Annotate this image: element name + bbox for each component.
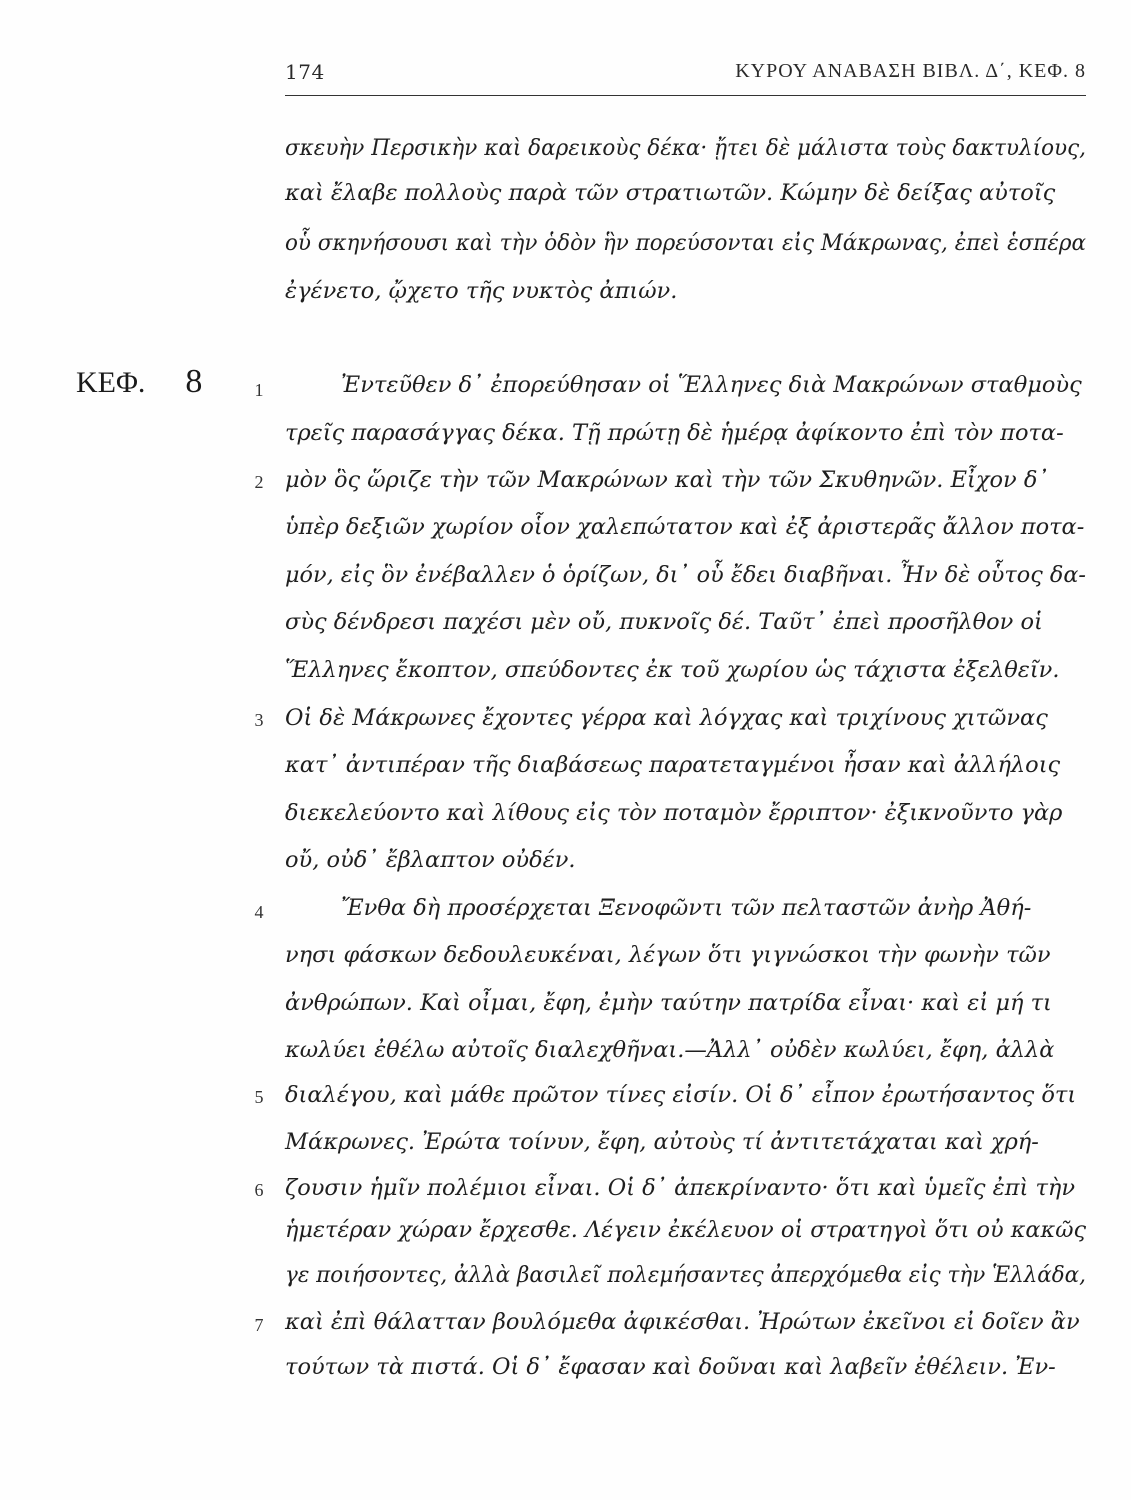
text-line: Μάκρωνες. Ἐρώτα τοίνυν, ἔφη, αὐτοὺς τί ἀντιτετάχαται καὶ χρή- [285,1129,1039,1155]
section-number: 1 [254,380,264,400]
section-number: 2 [254,472,264,492]
section-number: 3 [254,710,264,730]
text-line: Ἕλληνες ἔκοπτον, σπεύδοντες ἐκ τοῦ χωρίου ὡς τάχιστα ἐξελθεῖν. [285,657,1060,683]
section-number: 6 [254,1180,264,1200]
chapter-number: 8 [185,363,203,400]
text-line: διαλέγου, καὶ μάθε πρῶτον τίνες εἰσίν. Οἱ δ᾽ εἶπον ἐρωτήσαντος ὅτι [285,1082,1077,1108]
text-line: ὑπὲρ δεξιῶν χωρίον οἷον χαλεπώτατον καὶ ἐξ ἀριστερᾶς ἄλλον ποτα- [285,514,1085,540]
text-line: γε ποιήσοντες, ἀλλὰ βασιλεῖ πολεμήσαντες ἀπερχόμεθα εἰς τὴν Ἑλλάδα, [285,1262,1086,1288]
text-line: μόν, εἰς ὃν ἐνέβαλλεν ὁ ὁρίζων, δι᾽ οὗ ἔδει διαβῆναι. Ἦν δὲ οὗτος δα- [285,562,1086,588]
text-line: καὶ ἔλαβε πολλοὺς παρὰ τῶν στρατιωτῶν. Κώμην δὲ δείξας αὐτοῖς [285,180,1056,206]
text-line: σὺς δένδρεσι παχέσι μὲν οὔ, πυκνοῖς δέ. Ταῦτ᾽ ἐπεὶ προσῆλθον οἱ [285,609,1043,635]
text-line: ζουσιν ἡμῖν πολέμιοι εἶναι. Οἱ δ᾽ ἀπεκρίναντο· ὅτι καὶ ὑμεῖς ἐπὶ τὴν [285,1175,1076,1201]
section-number: 7 [254,1315,264,1335]
running-head [285,60,1086,96]
text-line: κωλύει ἐθέλω αὐτοῖς διαλεχθῆναι.—Ἀλλ᾽ οὐδὲν κωλύει, ἔφη, ἀλλὰ [285,1037,1055,1063]
text-line: μὸν ὃς ὥριζε τὴν τῶν Μακρώνων καὶ τὴν τῶν Σκυθηνῶν. Εἶχον δ᾽ [285,467,1049,493]
section-number: 5 [254,1087,264,1107]
text-line: διεκελεύοντο καὶ λίθους εἰς τὸν ποταμὸν ἔρριπτον· ἐξικνοῦντο γὰρ [285,800,1063,826]
header-rule [285,95,1086,96]
text-line: ἀνθρώπων. Καὶ οἶμαι, ἔφη, ἐμὴν ταύτην πατρίδα εἶναι· καὶ εἰ μή τι [285,990,1052,1016]
text-line: κατ᾽ ἀντιπέραν τῆς διαβάσεως παρατεταγμένοι ἦσαν καὶ ἀλλήλοις [285,752,1061,778]
text-line: ἡμετέραν χώραν ἔρχεσθε. Λέγειν ἐκέλευον οἱ στρατηγοὶ ὅτι οὐ κακῶς [285,1217,1086,1243]
text-line: Ἐντεῦθεν δ᾽ ἐπορεύθησαν οἱ Ἕλληνες διὰ Μακρώνων σταθμοὺς [341,372,1082,398]
chapter-heading [76,363,202,401]
running-title: ΚΥΡΟΥ ΑΝΑΒΑΣΗ ΒΙΒΛ. Δ΄, ΚΕΦ. 8 [735,60,1086,82]
section-number: 4 [254,902,264,922]
text-line: καὶ ἐπὶ θάλατταν βουλόμεθα ἀφικέσθαι. Ἠρώτων ἐκεῖνοι εἰ δοῖεν ἂν [285,1309,1080,1335]
page-number: 174 [285,60,325,84]
text-line: τούτων τὰ πιστά. Οἱ δ᾽ ἔφασαν καὶ δοῦναι καὶ λαβεῖν ἐθέλειν. Ἐν- [285,1354,1056,1380]
text-line: σκευὴν Περσικὴν καὶ δαρεικοὺς δέκα· ᾔτει δὲ μάλιστα τοὺς δακτυλίους, [285,135,1086,161]
text-line: οὗ σκηνήσουσι καὶ τὴν ὁδὸν ἣν πορεύσονται εἰς Μάκρωνας, ἐπεὶ ἑσπέρα [285,230,1086,256]
text-line: τρεῖς παρασάγγας δέκα. Τῇ πρώτῃ δὲ ἡμέρᾳ ἀφίκοντο ἐπὶ τὸν ποτα- [285,420,1064,446]
text-line: Ἔνθα δὴ προσέρχεται Ξενοφῶντι τῶν πελταστῶν ἀνὴρ Ἀθή- [341,895,1032,921]
text-line: οὔ, οὐδ᾽ ἔβλαπτον οὐδέν. [285,847,576,873]
chapter-label: ΚΕΦ. [76,366,146,399]
text-line: νησι φάσκων δεδουλευκέναι, λέγων ὅτι γιγνώσκοι τὴν φωνὴν τῶν [285,942,1051,968]
text-line: ἐγένετο, ᾤχετο τῆς νυκτὸς ἀπιών. [285,278,678,304]
text-line: Οἱ δὲ Μάκρωνες ἔχοντες γέρρα καὶ λόγχας καὶ τριχίνους χιτῶνας [285,705,1048,731]
